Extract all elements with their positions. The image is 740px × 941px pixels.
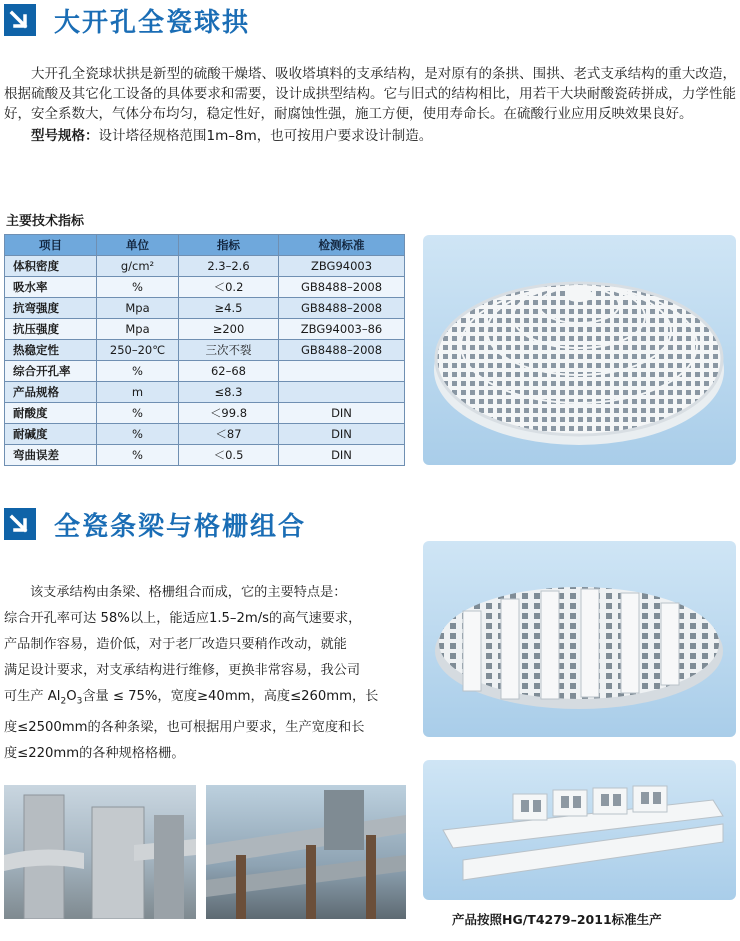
table-cell: DIN	[279, 445, 405, 466]
line5-mid: O	[66, 689, 77, 704]
table-title: 主要技术指标	[6, 214, 85, 229]
table-cell: %	[97, 424, 179, 445]
line5-sub1: 2	[60, 696, 67, 707]
line5-prefix: 可生产 Al	[4, 689, 61, 704]
table-cell: ZBG94003	[279, 256, 405, 277]
section2-line: 度≤2500mm的各种条梁，也可根据用户要求，生产宽度和长	[4, 719, 365, 735]
spec-text: 设计塔径规格范围1m–8m，也可按用户要求设计制造。	[98, 128, 433, 144]
table-cell: ≥4.5	[179, 298, 279, 319]
table-cell: ＜0.5	[179, 445, 279, 466]
table-row	[5, 445, 405, 466]
table-cell: 体积密度	[5, 256, 97, 277]
section2-line: 满足设计要求，对支承结构进行维修，更换非常容易，我公司	[4, 663, 361, 678]
table-row	[5, 319, 405, 340]
table-cell: ＜87	[179, 424, 279, 445]
product-standard-caption: 产品按照HG/T4279–2011标准生产	[452, 912, 662, 927]
table-cell: %	[97, 277, 179, 298]
table-cell	[279, 382, 405, 403]
spec-line	[4, 126, 736, 146]
table-cell: 三次不裂	[179, 340, 279, 361]
section2-text-block	[4, 580, 408, 767]
table-cell	[279, 361, 405, 382]
table-cell: DIN	[279, 403, 405, 424]
table-header-row	[5, 235, 405, 256]
table-cell: 产品规格	[5, 382, 97, 403]
table-cell: 耐碱度	[5, 424, 97, 445]
beam-product-photo	[423, 760, 736, 900]
header-unit: 单位	[97, 235, 179, 256]
line5-suffix: 含量 ≤ 75%，宽度≥40mm，高度≤260mm，长	[82, 689, 379, 704]
section2-line: 产品制作容易，造价低，对于老厂改造只要稍作改动，就能	[4, 637, 347, 652]
table-row	[5, 424, 405, 445]
table-row	[5, 340, 405, 361]
section2-line: 该支承结构由条梁、格栅组合而成，它的主要特点是：	[30, 585, 347, 600]
section1-header	[0, 2, 250, 38]
table-cell: %	[97, 403, 179, 424]
table-row	[5, 382, 405, 403]
section2-title: 全瓷条梁与格栅组合	[54, 511, 307, 542]
table-row	[5, 403, 405, 424]
line5-sub2: 3	[76, 696, 83, 707]
table-cell: 弯曲误差	[5, 445, 97, 466]
table-row	[5, 277, 405, 298]
table-cell: ≥200	[179, 319, 279, 340]
table-cell: ＜99.8	[179, 403, 279, 424]
header-item: 项目	[5, 235, 97, 256]
table-row	[5, 361, 405, 382]
section2-header	[0, 506, 306, 542]
section1-title: 大开孔全瓷球拱	[54, 7, 251, 38]
table-row	[5, 298, 405, 319]
table-cell: 耐酸度	[5, 403, 97, 424]
beam-grid-photo	[423, 541, 736, 737]
spec-label: 型号规格：	[31, 128, 99, 144]
table-cell: 抗压强度	[5, 319, 97, 340]
header-standard: 检测标准	[279, 235, 405, 256]
table-cell: ZBG94003–86	[279, 319, 405, 340]
arrow-down-right-icon	[4, 508, 36, 540]
table-cell: 热稳定性	[5, 340, 97, 361]
table-cell: %	[97, 445, 179, 466]
table-cell: 吸水率	[5, 277, 97, 298]
table-cell: %	[97, 361, 179, 382]
table-row	[5, 256, 405, 277]
spec-table	[4, 234, 405, 466]
plant-photo-towers	[4, 785, 196, 919]
table-cell: 62–68	[179, 361, 279, 382]
plant-photo-pipes	[206, 785, 406, 919]
table-cell: ＜0.2	[179, 277, 279, 298]
section1-intro: 大开孔全瓷球状拱是新型的硫酸干燥塔、吸收塔填料的支承结构，是对原有的条拱、围拱、老式支承结构的重大改造，根据硫酸及其它化工设备的具体要求和需要，设计成拱型结构。它与旧式的结构相比，用若干大块耐酸瓷砖拼成，力学性能好，安全系数大，气体分布均匀，稳定性好，耐腐蚀性强，施工方便，使用寿命长。在硫酸行业应用反映效果良好。	[4, 66, 736, 122]
table-cell: 250–20℃	[97, 340, 179, 361]
section1-intro-block	[4, 64, 736, 146]
table-cell: GB8488–2008	[279, 277, 405, 298]
table-cell: Mpa	[97, 319, 179, 340]
dome-arch-photo	[423, 235, 736, 465]
arrow-down-right-icon	[4, 4, 36, 36]
table-cell: 抗弯强度	[5, 298, 97, 319]
table-cell: GB8488–2008	[279, 298, 405, 319]
header-value: 指标	[179, 235, 279, 256]
table-cell: ≤8.3	[179, 382, 279, 403]
table-cell: Mpa	[97, 298, 179, 319]
table-cell: g/cm²	[97, 256, 179, 277]
section2-line: 度≤220mm的各种规格格栅。	[4, 745, 185, 761]
table-cell: 2.3–2.6	[179, 256, 279, 277]
section2-line-composition	[4, 684, 408, 715]
table-cell: DIN	[279, 424, 405, 445]
table-cell: GB8488–2008	[279, 340, 405, 361]
table-cell: 综合开孔率	[5, 361, 97, 382]
table-cell: m	[97, 382, 179, 403]
section2-line: 综合开孔率可达 58%以上，能适应1.5–2m/s的高气速要求，	[4, 611, 362, 626]
